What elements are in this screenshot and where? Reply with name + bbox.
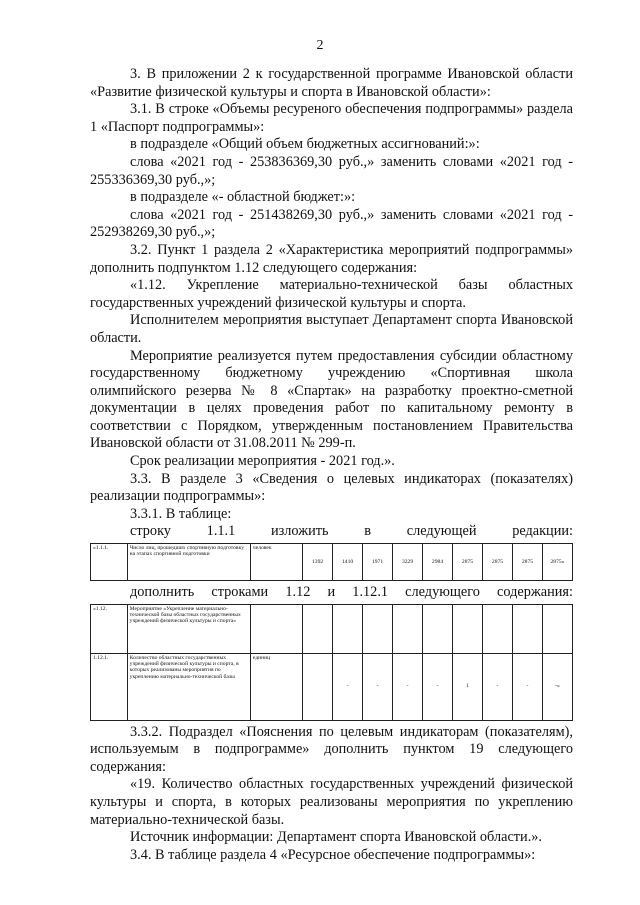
table-cell-value bbox=[423, 604, 453, 653]
table-cell-value: 1 bbox=[453, 653, 483, 720]
table-cell-value: 1971 bbox=[363, 544, 393, 581]
paragraph: 3.1. В строке «Объемы ресуреного обеспечения подпрограммы» раздела 1 «Паспорт подпрограммы»: bbox=[90, 101, 573, 135]
paragraph: 3. В приложении 2 к государственной программе Ивановской области «Развитие физической культуры и спорта в Ивановской области»: bbox=[90, 66, 573, 100]
table-cell-unit: человек bbox=[250, 544, 302, 581]
paragraph: Источник информации: Департамент спорта Ивановской области.». bbox=[130, 829, 542, 846]
table-cell-value: - bbox=[393, 653, 423, 720]
table-cell-value: - bbox=[423, 653, 453, 720]
paragraph: Срок реализации мероприятия - 2021 год.». bbox=[130, 453, 395, 470]
paragraph: строку 1.1.1 изложить в следующей редакции: bbox=[130, 523, 573, 540]
table-cell-unit bbox=[250, 604, 302, 653]
table-cell-text: Мероприятие «Укрепление материально-технической базы областных государственных учреждений физической культуры и спорта» bbox=[127, 604, 250, 653]
table-cell-text: Число лиц, прошедших спортивную подготовку на этапах спортивной подготовки bbox=[127, 544, 250, 581]
paragraph: дополнить строками 1.12 и 1.12.1 следующего содержания: bbox=[130, 584, 573, 601]
page-number: 2 bbox=[316, 38, 324, 53]
paragraph: 3.4. В таблице раздела 4 «Ресурсное обеспечение подпрограммы»: bbox=[130, 846, 536, 863]
indicator-table-row-1-1-1 bbox=[90, 543, 573, 581]
table-cell-value bbox=[542, 604, 572, 653]
table-cell-value bbox=[512, 604, 542, 653]
paragraph: в подразделе «- областной бюджет:»: bbox=[130, 189, 356, 206]
table-cell-number: «1.1.1. bbox=[91, 544, 128, 581]
table-cell-value: 1410 bbox=[333, 544, 363, 581]
table-cell-value bbox=[333, 604, 363, 653]
paragraph: слова «2021 год - 253836369,30 руб.,» заменить словами «2021 год - 255336369,30 руб.,»; bbox=[90, 153, 573, 188]
table-cell-value: 1392 bbox=[303, 544, 333, 581]
table-cell-value bbox=[303, 604, 333, 653]
indicator-table-rows-1-12 bbox=[90, 604, 573, 721]
paragraph: слова «2021 год - 251438269,30 руб.,» заменить словами «2021 год - 252938269,30 руб.,»; bbox=[90, 206, 573, 241]
table-cell-value bbox=[453, 604, 483, 653]
paragraph: в подразделе «Общий объем бюджетных ассигнований:»: bbox=[130, 136, 480, 153]
table-cell-value: 2875» bbox=[542, 544, 572, 581]
table-row bbox=[91, 653, 573, 720]
paragraph: «1.12. Укрепление материально-технической базы областных государственных учреждений физической культуры и спорта. bbox=[90, 277, 573, 311]
paragraph: 3.3.1. В таблице: bbox=[130, 505, 232, 522]
paragraph: 3.3. В разделе 3 «Сведения о целевых индикаторах (показателях) реализации подпрограммы»: bbox=[90, 470, 573, 505]
table-cell-value: 2875 bbox=[512, 544, 542, 581]
table-row bbox=[91, 604, 573, 653]
table-cell-text: Количество областных государственных учреждений физической культуры и спорта, в которых реализованы мероприятия по укреплению материально-технической базы bbox=[127, 653, 250, 720]
table-row bbox=[91, 544, 573, 581]
document-body bbox=[90, 66, 573, 864]
paragraph: Исполнителем мероприятия выступает Департамент спорта Ивановской области. bbox=[90, 312, 573, 346]
table-cell-number: «1.12. bbox=[91, 604, 128, 653]
table-cell-value: 2875 bbox=[483, 544, 513, 581]
table-cell-value: 2875 bbox=[453, 544, 483, 581]
table-cell-value bbox=[303, 653, 333, 720]
table-cell-value: 3229 bbox=[393, 544, 423, 581]
paragraph: 3.2. Пункт 1 раздела 2 «Характеристика мероприятий подпрограммы» дополнить подпунктом 1.12 следующего содержания: bbox=[90, 241, 573, 276]
table-cell-value bbox=[393, 604, 423, 653]
table-cell-value bbox=[483, 604, 513, 653]
paragraph: Мероприятие реализуется путем предоставления субсидии областному государственному бюджетному учреждению «Спортивная школа олимпийского резерва № 8 «Спартак» на разработку проектно-сметной документации в целях проведения работ по капитальному ремонту в соответствии с Порядком, утвержденным постановлением Правительства Ивановской области от 31.08.2011 № 299-п. bbox=[90, 347, 573, 452]
table-cell-value: - bbox=[363, 653, 393, 720]
table-cell-value: - bbox=[512, 653, 542, 720]
table-cell-value: -» bbox=[542, 653, 572, 720]
paragraph: 3.3.2. Подраздел «Пояснения по целевым индикаторам (показателям), используемым в подпрограмме» дополнить пунктом 19 следующего содержания: bbox=[90, 723, 573, 775]
paragraph: «19. Количество областных государственных учреждений физической культуры и спорта, в которых реализованы мероприятия по укреплению материально-технической базы. bbox=[90, 776, 573, 828]
table-cell-value bbox=[363, 604, 393, 653]
table-cell-value: - bbox=[483, 653, 513, 720]
table-cell-value: - bbox=[333, 653, 363, 720]
table-cell-value: 2984 bbox=[423, 544, 453, 581]
table-cell-unit: единиц bbox=[250, 653, 302, 720]
table-cell-number: 1.12.1. bbox=[91, 653, 128, 720]
